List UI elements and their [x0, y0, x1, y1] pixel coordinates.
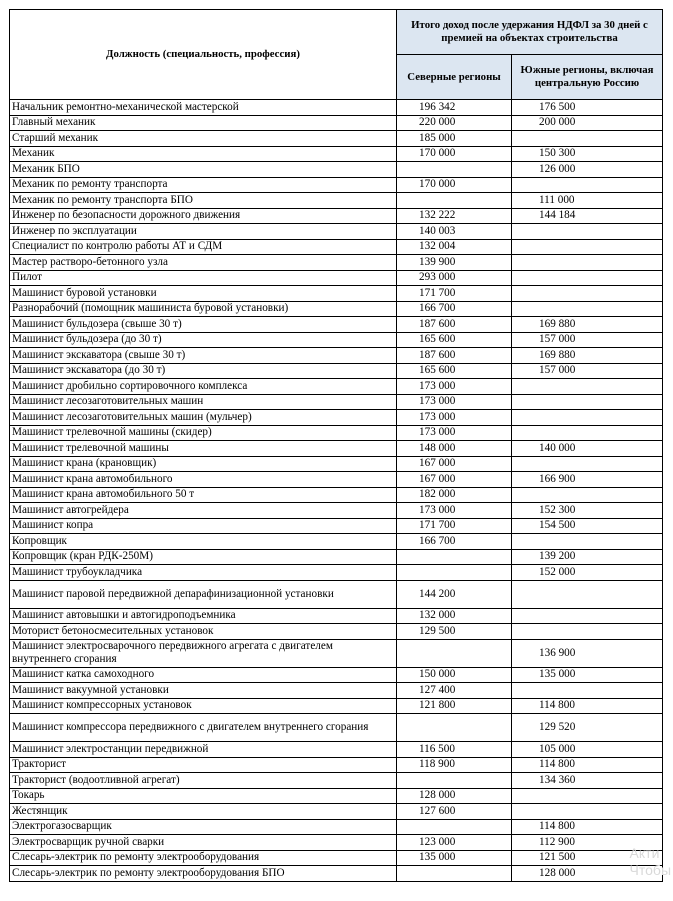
table-row [10, 410, 663, 426]
south-value-cell: 150 300 [512, 146, 663, 162]
position-cell: Машинист бульдозера (свыше 30 т) [10, 317, 397, 333]
position-cell: Тракторист (водоотливной агрегат) [10, 773, 397, 789]
south-value-cell [512, 255, 663, 271]
south-value-cell: 169 880 [512, 348, 663, 364]
north-value-cell: 127 600 [397, 804, 512, 820]
table-row [10, 100, 663, 116]
position-cell: Машинист трелевочной машины (скидер) [10, 425, 397, 441]
position-cell: Инженер по безопасности дорожного движения [10, 208, 397, 224]
south-value-cell: 135 000 [512, 667, 663, 683]
north-value-cell: 170 000 [397, 146, 512, 162]
watermark [630, 845, 671, 879]
position-cell: Машинист бульдозера (до 30 т) [10, 332, 397, 348]
table-row [10, 363, 663, 379]
table-row [10, 608, 663, 624]
table-row [10, 131, 663, 147]
position-cell: Электросварщик ручной сварки [10, 835, 397, 851]
north-value-cell: 140 003 [397, 224, 512, 240]
position-cell: Пилот [10, 270, 397, 286]
salary-table [9, 9, 663, 882]
position-cell: Токарь [10, 788, 397, 804]
south-value-cell: 114 800 [512, 819, 663, 835]
north-value-cell: 173 000 [397, 425, 512, 441]
north-value-cell: 173 000 [397, 410, 512, 426]
south-value-cell: 134 360 [512, 773, 663, 789]
table-row [10, 742, 663, 758]
south-column-header: Южные регионы, включая центральную Россию [512, 55, 663, 100]
north-value-cell: 185 000 [397, 131, 512, 147]
south-value-cell [512, 224, 663, 240]
south-value-cell: 152 300 [512, 503, 663, 519]
table-row [10, 441, 663, 457]
north-value-cell: 148 000 [397, 441, 512, 457]
table-row [10, 332, 663, 348]
north-value-cell [397, 193, 512, 209]
south-value-cell [512, 394, 663, 410]
table-row [10, 208, 663, 224]
south-value-cell [512, 131, 663, 147]
north-value-cell: 171 700 [397, 286, 512, 302]
table-row [10, 286, 663, 302]
position-cell: Копровщик (кран РДК-250М) [10, 549, 397, 565]
table-row [10, 456, 663, 472]
south-value-cell: 136 900 [512, 639, 663, 667]
table-row [10, 819, 663, 835]
position-cell: Машинист вакуумной установки [10, 683, 397, 699]
table-row [10, 565, 663, 581]
north-value-cell: 293 000 [397, 270, 512, 286]
north-value-cell: 187 600 [397, 317, 512, 333]
table-row [10, 698, 663, 714]
position-cell: Машинист копра [10, 518, 397, 534]
table-row [10, 162, 663, 178]
table-row [10, 394, 663, 410]
table-row [10, 239, 663, 255]
position-cell: Машинист крана автомобильного [10, 472, 397, 488]
table-row [10, 348, 663, 364]
north-value-cell: 118 900 [397, 757, 512, 773]
north-value-cell [397, 639, 512, 667]
south-value-cell: 121 500 [512, 850, 663, 866]
position-cell: Мастер растворо-бетонного узла [10, 255, 397, 271]
south-value-cell: 126 000 [512, 162, 663, 178]
north-value-cell [397, 565, 512, 581]
north-value-cell: 196 342 [397, 100, 512, 116]
south-value-cell [512, 239, 663, 255]
north-value-cell: 128 000 [397, 788, 512, 804]
table-row [10, 115, 663, 131]
position-cell: Разнорабочий (помощник машиниста буровой установки) [10, 301, 397, 317]
table-row [10, 835, 663, 851]
north-value-cell: 121 800 [397, 698, 512, 714]
north-value-cell [397, 549, 512, 565]
table-row [10, 667, 663, 683]
south-value-cell [512, 379, 663, 395]
north-value-cell: 139 900 [397, 255, 512, 271]
north-value-cell: 173 000 [397, 503, 512, 519]
north-value-cell: 173 000 [397, 379, 512, 395]
south-value-cell [512, 456, 663, 472]
position-cell: Тракторист [10, 757, 397, 773]
income-column-header: Итого доход после удержания НДФЛ за 30 дней с премией на объектах строительства [397, 10, 663, 55]
table-row [10, 639, 663, 667]
south-value-cell: 166 900 [512, 472, 663, 488]
table-row [10, 503, 663, 519]
table-row [10, 850, 663, 866]
table-row [10, 773, 663, 789]
north-value-cell: 220 000 [397, 115, 512, 131]
table-row [10, 757, 663, 773]
south-value-cell [512, 270, 663, 286]
south-value-cell [512, 177, 663, 193]
table-row [10, 425, 663, 441]
table-body [10, 100, 663, 882]
table-row [10, 580, 663, 608]
position-cell: Старший механик [10, 131, 397, 147]
position-cell: Главный механик [10, 115, 397, 131]
position-cell: Машинист компрессора передвижного с двигателем внутреннего сгорания [10, 714, 397, 742]
position-cell: Машинист трубоукладчика [10, 565, 397, 581]
north-value-cell: 171 700 [397, 518, 512, 534]
watermark-line-2: Чтобы [629, 862, 671, 878]
south-value-cell [512, 608, 663, 624]
north-value-cell: 132 004 [397, 239, 512, 255]
position-cell: Механик БПО [10, 162, 397, 178]
north-value-cell [397, 866, 512, 882]
position-cell: Машинист электростанции передвижной [10, 742, 397, 758]
table-row [10, 301, 663, 317]
position-cell: Инженер по эксплуатации [10, 224, 397, 240]
position-cell: Электрогазосварщик [10, 819, 397, 835]
north-value-cell: 123 000 [397, 835, 512, 851]
south-value-cell: 114 800 [512, 698, 663, 714]
table-row [10, 146, 663, 162]
south-value-cell: 154 500 [512, 518, 663, 534]
table-row [10, 255, 663, 271]
position-cell: Машинист трелевочной машины [10, 441, 397, 457]
position-cell: Начальник ремонтно-механической мастерской [10, 100, 397, 116]
position-cell: Машинист паровой передвижной депарафинизационной установки [10, 580, 397, 608]
south-value-cell [512, 425, 663, 441]
south-value-cell: 176 500 [512, 100, 663, 116]
north-column-header: Северные регионы [397, 55, 512, 100]
south-value-cell [512, 286, 663, 302]
position-cell: Машинист крана автомобильного 50 т [10, 487, 397, 503]
south-value-cell: 114 800 [512, 757, 663, 773]
watermark-line-1: Акти [629, 845, 660, 861]
table-row [10, 379, 663, 395]
north-value-cell [397, 819, 512, 835]
position-cell: Слесарь-электрик по ремонту электрооборудования [10, 850, 397, 866]
north-value-cell: 129 500 [397, 624, 512, 640]
table-row [10, 224, 663, 240]
north-value-cell [397, 162, 512, 178]
position-cell: Механик по ремонту транспорта [10, 177, 397, 193]
south-value-cell [512, 683, 663, 699]
north-value-cell: 165 600 [397, 332, 512, 348]
position-cell: Машинист лесозаготовительных машин (мульчер) [10, 410, 397, 426]
position-column-header: Должность (специальность, профессия) [10, 10, 397, 100]
south-value-cell: 144 184 [512, 208, 663, 224]
position-cell: Машинист экскаватора (до 30 т) [10, 363, 397, 379]
south-value-cell: 139 200 [512, 549, 663, 565]
table-row [10, 866, 663, 882]
position-cell: Механик по ремонту транспорта БПО [10, 193, 397, 209]
table-row [10, 317, 663, 333]
position-cell: Машинист лесозаготовительных машин [10, 394, 397, 410]
table-row [10, 193, 663, 209]
north-value-cell: 165 600 [397, 363, 512, 379]
position-cell: Специалист по контролю работы АТ и СДМ [10, 239, 397, 255]
north-value-cell: 132 222 [397, 208, 512, 224]
position-cell: Машинист экскаватора (свыше 30 т) [10, 348, 397, 364]
north-value-cell: 187 600 [397, 348, 512, 364]
south-value-cell: 112 900 [512, 835, 663, 851]
south-value-cell [512, 624, 663, 640]
north-value-cell: 135 000 [397, 850, 512, 866]
south-value-cell [512, 410, 663, 426]
table-row [10, 270, 663, 286]
north-value-cell: 127 400 [397, 683, 512, 699]
north-value-cell: 182 000 [397, 487, 512, 503]
north-value-cell: 170 000 [397, 177, 512, 193]
north-value-cell: 167 000 [397, 472, 512, 488]
south-value-cell [512, 534, 663, 550]
table-row [10, 177, 663, 193]
south-value-cell: 152 000 [512, 565, 663, 581]
south-value-cell [512, 301, 663, 317]
position-cell: Машинист электросварочного передвижного агрегата с двигателем внутреннего сгорания [10, 639, 397, 667]
north-value-cell: 150 000 [397, 667, 512, 683]
table-row [10, 534, 663, 550]
south-value-cell: 169 880 [512, 317, 663, 333]
south-value-cell: 157 000 [512, 332, 663, 348]
position-cell: Машинист крана (крановщик) [10, 456, 397, 472]
south-value-cell: 105 000 [512, 742, 663, 758]
table-row [10, 549, 663, 565]
position-cell: Машинист катка самоходного [10, 667, 397, 683]
south-value-cell: 200 000 [512, 115, 663, 131]
table-row [10, 804, 663, 820]
position-cell: Машинист буровой установки [10, 286, 397, 302]
position-cell: Механик [10, 146, 397, 162]
position-cell: Слесарь-электрик по ремонту электрооборудования БПО [10, 866, 397, 882]
north-value-cell: 167 000 [397, 456, 512, 472]
position-cell: Копровщик [10, 534, 397, 550]
south-value-cell [512, 487, 663, 503]
position-cell: Машинист автогрейдера [10, 503, 397, 519]
south-value-cell: 111 000 [512, 193, 663, 209]
north-value-cell: 144 200 [397, 580, 512, 608]
table-row [10, 518, 663, 534]
south-value-cell: 129 520 [512, 714, 663, 742]
south-value-cell: 140 000 [512, 441, 663, 457]
position-cell: Машинист компрессорных установок [10, 698, 397, 714]
position-cell: Машинист автовышки и автогидроподъемника [10, 608, 397, 624]
north-value-cell: 173 000 [397, 394, 512, 410]
north-value-cell [397, 773, 512, 789]
table-row [10, 487, 663, 503]
table-row [10, 472, 663, 488]
table-row [10, 788, 663, 804]
position-cell: Машинист дробильно сортировочного комплекса [10, 379, 397, 395]
south-value-cell: 157 000 [512, 363, 663, 379]
north-value-cell: 166 700 [397, 534, 512, 550]
north-value-cell: 166 700 [397, 301, 512, 317]
position-cell: Моторист бетоносмесительных установок [10, 624, 397, 640]
south-value-cell [512, 580, 663, 608]
south-value-cell [512, 804, 663, 820]
north-value-cell: 116 500 [397, 742, 512, 758]
south-value-cell [512, 788, 663, 804]
north-value-cell [397, 714, 512, 742]
north-value-cell: 132 000 [397, 608, 512, 624]
table-row [10, 624, 663, 640]
position-cell: Жестянщик [10, 804, 397, 820]
south-value-cell: 128 000 [512, 866, 663, 882]
table-row [10, 714, 663, 742]
table-row [10, 683, 663, 699]
